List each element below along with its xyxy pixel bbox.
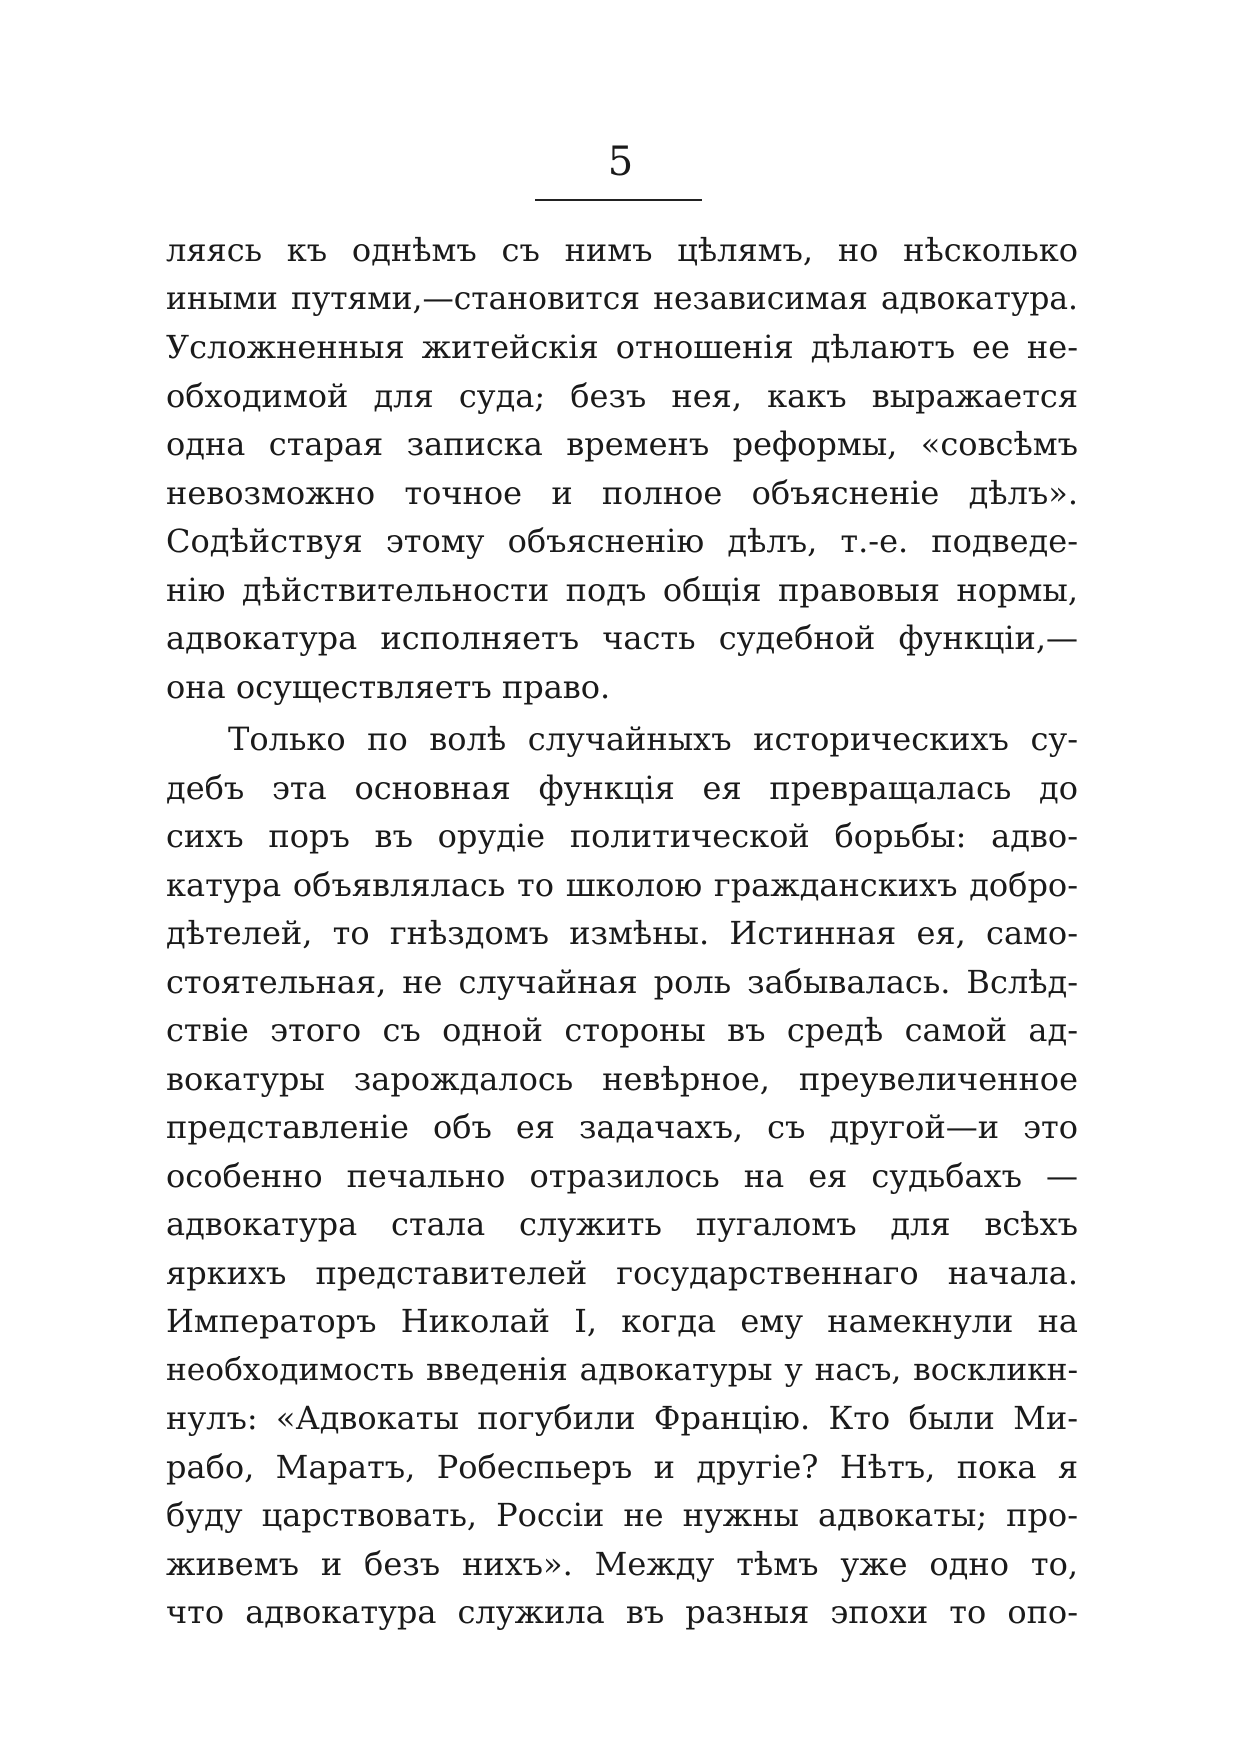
text-line: одна старая записка временъ реформы, «совсѣмъ (166, 425, 1078, 463)
text-line: буду царствовать, Россіи не нужны адвокаты; про- (166, 1496, 1078, 1534)
text-line: иными путями,—становится независимая адвокатура. (166, 280, 1078, 317)
text-line: нулъ: «Адвокаты погубили Францію. Кто были Ми- (166, 1399, 1078, 1437)
header-rule (535, 199, 702, 201)
text-line: дебъ эта основная функція ея превращалась до (166, 768, 1078, 807)
text-line: Только по волѣ случайныхъ историческихъ су- (228, 720, 1078, 758)
text-line: невозможно точное и полное объясненіе дѣлъ». (166, 473, 1078, 512)
paragraph-2 (166, 715, 1078, 1637)
text-line: ствіе этого съ одной стороны въ средѣ самой ад- (166, 1011, 1078, 1049)
text-line: адвокатура стала служить пугаломъ для всѣхъ (166, 1205, 1078, 1243)
text-line: особенно печально отразилось на ея судьбахъ — (166, 1156, 1078, 1195)
text-line: необходимость введенія адвокатуры у насъ, воскликн- (166, 1351, 1078, 1388)
text-line: она осуществляетъ право. (166, 667, 611, 706)
text-line: обходимой для суда; безъ нея, какъ выражается (166, 376, 1078, 415)
text-line: вокатуры зарождалось невѣрное, преувеличенное (166, 1059, 1078, 1098)
text-line: Содѣйствуя этому объясненію дѣлъ, т.-е. подведе- (166, 522, 1078, 560)
page-number: 5 (607, 139, 634, 185)
text-line: катура объявлялась то школою гражданскихъ добро- (166, 865, 1078, 904)
text-line: что адвокатура служила въ разныя эпохи то опо- (166, 1593, 1078, 1631)
text-line: стоятельная, не случайная роль забывалась. Вслѣд- (166, 962, 1078, 1001)
text-line: сихъ поръ въ орудіе политической борьбы: адво- (166, 817, 1078, 855)
text-line: Императоръ Николай I, когда ему намекнули на (166, 1302, 1078, 1340)
text-line: ляясь къ однѣмъ съ нимъ цѣлямъ, но нѣсколько (166, 231, 1078, 269)
text-line: Усложненныя житейскія отношенія дѣлаютъ ее не- (166, 328, 1078, 366)
paragraph-1 (166, 226, 1078, 711)
body-text (166, 226, 1078, 1637)
text-line: рабо, Маратъ, Робеспьеръ и другіе? Нѣтъ, пока я (166, 1447, 1078, 1486)
text-line: дѣтелей, то гнѣздомъ измѣны. Истинная ея, само- (166, 914, 1078, 952)
text-line: нію дѣйствительности подъ общія правовыя нормы, (166, 570, 1078, 609)
text-line: представленіе объ ея задачахъ, съ другой—и это (166, 1108, 1078, 1146)
text-line: адвокатура исполняетъ часть судебной функціи,— (166, 619, 1078, 657)
text-line: яркихъ представителей государственнаго начала. (166, 1253, 1078, 1292)
text-line: живемъ и безъ нихъ». Между тѣмъ уже одно то, (166, 1544, 1078, 1583)
